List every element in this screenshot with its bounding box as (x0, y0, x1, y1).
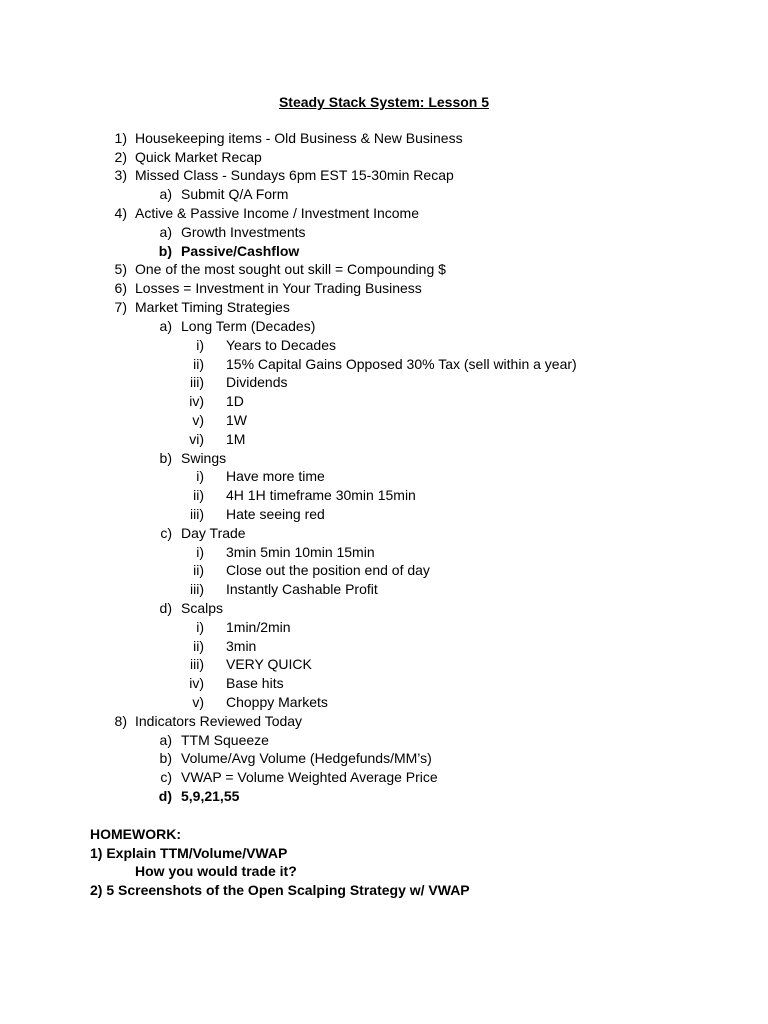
list-marker: iv) (189, 675, 204, 691)
list-item-text: Volume/Avg Volume (Hedgefunds/MM’s) (181, 750, 432, 766)
list-item-text: Market Timing Strategies (135, 299, 290, 315)
list-marker: iii) (190, 374, 204, 390)
list-marker: i) (196, 544, 204, 560)
list-item-text: 3min 5min 10min 15min (226, 544, 375, 560)
list-item-text: Quick Market Recap (135, 149, 262, 165)
list-item-text: Close out the position end of day (226, 562, 430, 578)
list-item-text: One of the most sought out skill = Compounding $ (135, 261, 446, 277)
list-item-text: 1min/2min (226, 619, 291, 635)
list-marker: a) (159, 224, 172, 240)
list-item-text: 1D (226, 393, 244, 409)
list-item-text: Missed Class - Sundays 6pm EST 15-30min Recap (135, 167, 454, 183)
list-marker: 4) (114, 205, 127, 221)
list-item-text: VWAP = Volume Weighted Average Price (181, 769, 438, 785)
list-marker: b) (159, 750, 172, 766)
list-marker: c) (160, 769, 172, 785)
list-item-text: Have more time (226, 468, 325, 484)
homework-item: 1) Explain TTM/Volume/VWAP (90, 845, 288, 861)
document-title: Steady Stack System: Lesson 5 (278, 94, 490, 110)
list-marker: v) (192, 694, 204, 710)
list-item-text: VERY QUICK (226, 656, 312, 672)
homework-heading: HOMEWORK: (90, 826, 181, 842)
list-marker: iii) (190, 656, 204, 672)
list-item-text: Growth Investments (181, 224, 306, 240)
list-item-text: TTM Squeeze (181, 732, 269, 748)
list-marker: b) (158, 243, 172, 259)
list-item-text: 15% Capital Gains Opposed 30% Tax (sell within a year) (226, 356, 577, 372)
list-marker: a) (159, 318, 172, 334)
list-item-text: 1M (226, 431, 246, 447)
list-marker: 1) (114, 130, 127, 146)
list-item-text: Choppy Markets (226, 694, 328, 710)
list-item-text: 3min (226, 638, 257, 654)
list-marker: 7) (114, 299, 127, 315)
list-item-text: Dividends (226, 374, 288, 390)
list-item-text: Day Trade (181, 525, 246, 541)
list-item-text: Hate seeing red (226, 506, 325, 522)
list-marker: d) (158, 788, 172, 804)
list-item-text: Submit Q/A Form (181, 186, 289, 202)
list-marker: ii) (193, 356, 204, 372)
list-marker: i) (196, 619, 204, 635)
list-item-text: Active & Passive Income / Investment Income (135, 205, 420, 221)
list-item-text: Scalps (181, 600, 224, 616)
list-marker: ii) (193, 487, 204, 503)
list-marker: a) (159, 732, 172, 748)
list-item-text: Losses = Investment in Your Trading Business (135, 280, 422, 296)
list-marker: b) (159, 450, 172, 466)
homework-item: 2) 5 Screenshots of the Open Scalping Strategy w/ VWAP (90, 882, 470, 898)
list-marker: i) (196, 468, 204, 484)
list-item-text: Passive/Cashflow (181, 243, 300, 259)
list-item-text: Instantly Cashable Profit (226, 581, 378, 597)
list-marker: d) (159, 600, 172, 616)
homework-subitem: How you would trade it? (135, 863, 297, 879)
list-item-text: Housekeeping items - Old Business & New Business (135, 130, 463, 146)
list-item-text: 4H 1H timeframe 30min 15min (226, 487, 416, 503)
list-marker: c) (160, 525, 172, 541)
list-item-text: 5,9,21,55 (181, 788, 240, 804)
list-marker: vi) (189, 431, 204, 447)
list-item-text: Swings (181, 450, 227, 466)
list-marker: ii) (193, 638, 204, 654)
list-marker: i) (196, 337, 204, 353)
list-item-text: Base hits (226, 675, 284, 691)
list-item-text: 1W (226, 412, 247, 428)
list-item-text: Indicators Reviewed Today (135, 713, 303, 729)
list-marker: 5) (114, 261, 127, 277)
list-marker: 6) (114, 280, 127, 296)
list-marker: iii) (190, 581, 204, 597)
list-marker: v) (192, 412, 204, 428)
list-marker: ii) (193, 562, 204, 578)
list-marker: a) (159, 186, 172, 202)
list-marker: 8) (114, 713, 127, 729)
list-item-text: Long Term (Decades) (181, 318, 316, 334)
list-marker: 2) (114, 149, 127, 165)
list-marker: iv) (189, 393, 204, 409)
list-marker: 3) (114, 167, 127, 183)
list-marker: iii) (190, 506, 204, 522)
list-item-text: Years to Decades (226, 337, 336, 353)
